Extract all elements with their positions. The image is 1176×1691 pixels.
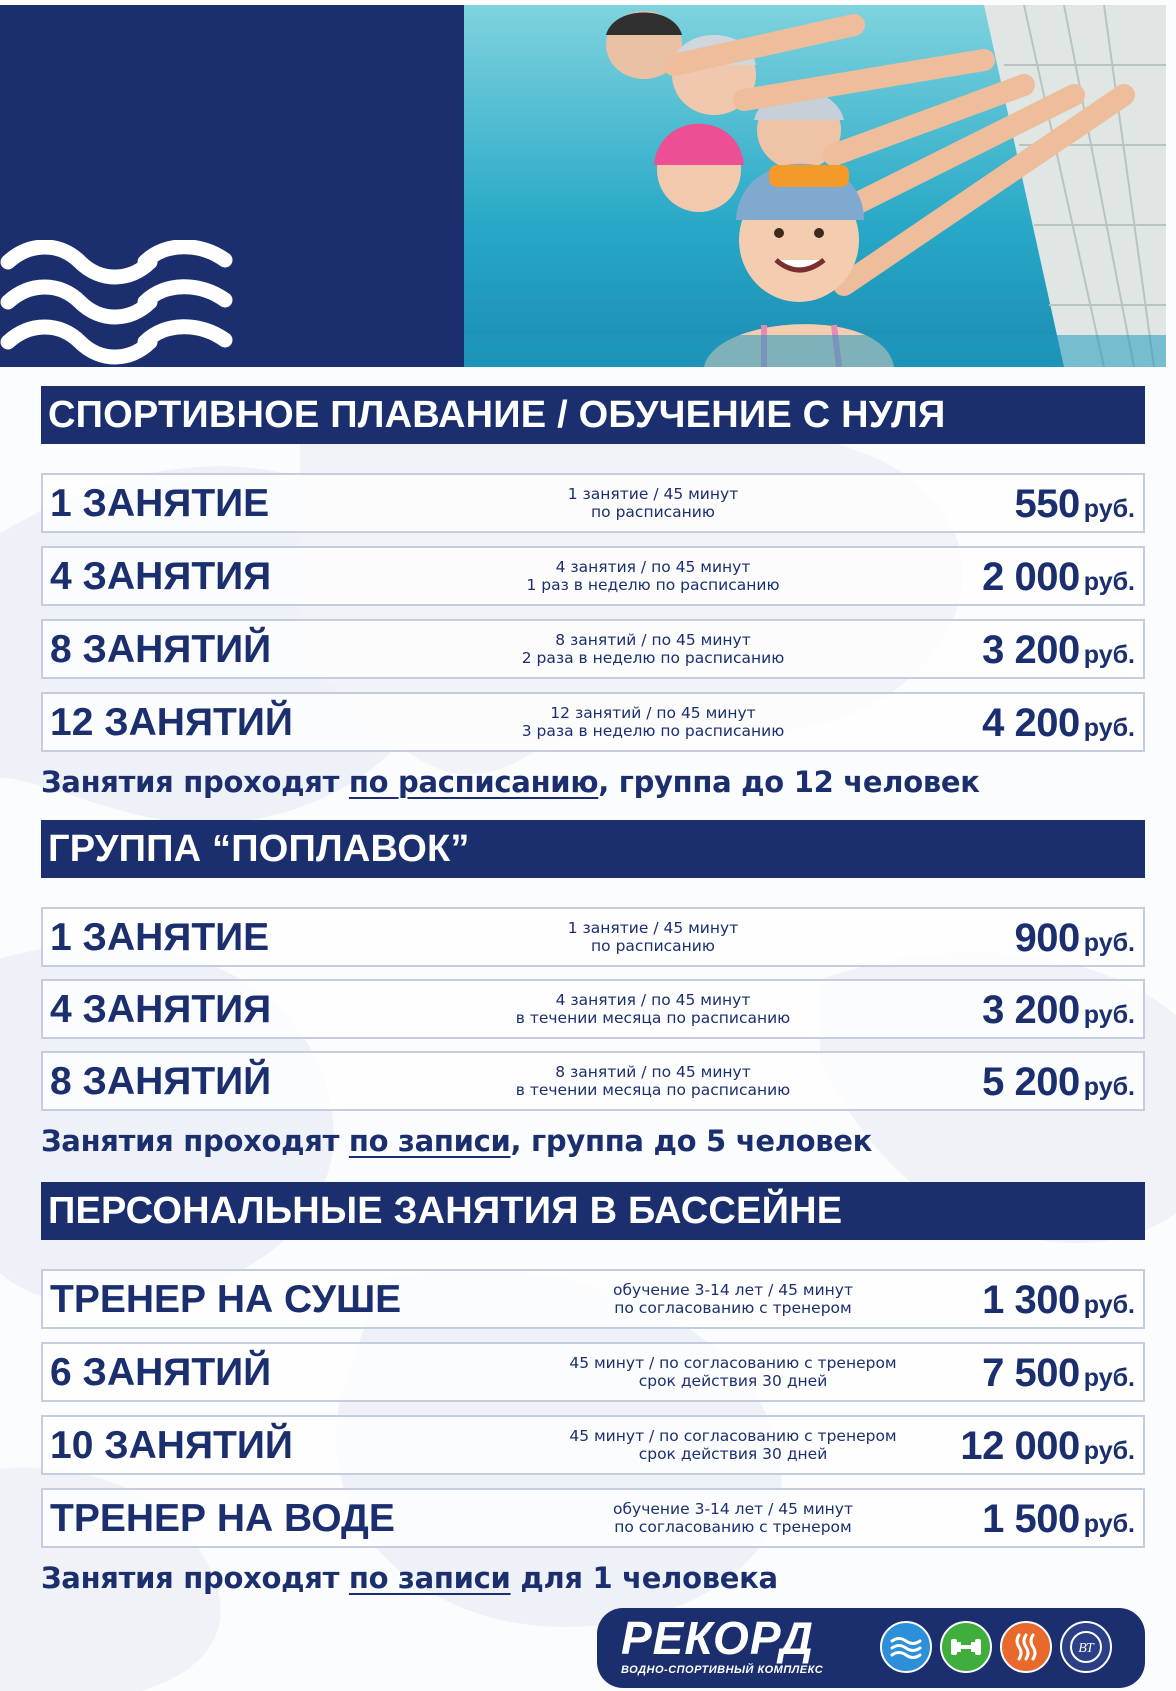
row-description: [513, 1427, 953, 1463]
note-suffix: , группа до 12 человек: [598, 765, 980, 799]
price-amount: 5 200: [982, 1060, 1080, 1104]
price-row: [41, 692, 1145, 752]
row-name: 8 ЗАНЯТИЙ: [50, 628, 272, 671]
row-description: [433, 631, 873, 667]
row-description: [433, 991, 873, 1027]
price-row: [41, 619, 1145, 679]
price-row: [41, 1269, 1145, 1329]
waves-icon: [0, 240, 240, 370]
price-amount: 1 300: [982, 1278, 1080, 1322]
waves-icon: [880, 1621, 932, 1673]
monogram-icon: [1060, 1621, 1112, 1673]
row-price: [1015, 909, 1135, 965]
note-suffix: , группа до 5 человек: [510, 1124, 873, 1158]
note-underlined: по записи: [348, 1124, 511, 1158]
price-currency: руб.: [1083, 641, 1135, 669]
row-name: 12 ЗАНЯТИЙ: [50, 701, 293, 744]
header-navy-block: [0, 5, 464, 367]
row-name: 10 ЗАНЯТИЙ: [50, 1424, 293, 1467]
logo-badge: [597, 1608, 1145, 1688]
row-description-line1: обучение 3-14 лет / 45 минут: [613, 1281, 853, 1299]
price-currency: руб.: [1083, 1510, 1135, 1538]
price-amount: 2 000: [982, 555, 1080, 599]
price-amount: 3 200: [982, 628, 1080, 672]
row-description-line1: обучение 3-14 лет / 45 минут: [613, 1500, 853, 1518]
row-description-line2: 2 раза в неделю по расписанию: [521, 649, 785, 667]
steam-icon: [1000, 1621, 1052, 1673]
price-currency: руб.: [1083, 1073, 1135, 1101]
row-price: [1015, 475, 1135, 531]
row-description-line1: 45 минут / по согласованию с тренером: [569, 1354, 897, 1372]
row-description: [433, 558, 873, 594]
row-name: 1 ЗАНЯТИЕ: [50, 916, 270, 959]
note-underlined: по записи: [348, 1561, 511, 1595]
row-description-line1: 8 занятий / по 45 минут: [555, 1063, 751, 1081]
row-description-line2: в течении месяца по расписанию: [515, 1081, 791, 1099]
section-note: [41, 1558, 778, 1598]
row-description: [513, 1354, 953, 1390]
row-description-line2: срок действия 30 дней: [638, 1372, 828, 1390]
price-row: [41, 1051, 1145, 1111]
note-prefix: Занятия проходят: [41, 1124, 349, 1158]
row-description: [433, 1063, 873, 1099]
row-description: [433, 485, 873, 521]
row-description-line2: 1 раз в неделю по расписанию: [526, 576, 780, 594]
price-amount: 1 500: [982, 1497, 1080, 1541]
row-description-line1: 45 минут / по согласованию с тренером: [569, 1427, 897, 1445]
row-description-line1: 1 занятие / 45 минут: [567, 919, 739, 937]
price-row: [41, 1415, 1145, 1475]
price-row: [41, 1342, 1145, 1402]
logo-subtitle: ВОДНО-СПОРТИВНЫЙ КОМПЛЕКС: [621, 1664, 824, 1676]
row-price: [982, 694, 1135, 750]
dumbbell-icon: [940, 1621, 992, 1673]
row-description-line1: 8 занятий / по 45 минут: [555, 631, 751, 649]
row-description-line1: 4 занятия / по 45 минут: [555, 558, 751, 576]
note-prefix: Занятия проходят: [41, 1561, 349, 1595]
row-price: [960, 1417, 1135, 1473]
row-description-line2: по расписанию: [591, 503, 715, 521]
price-currency: руб.: [1083, 1437, 1135, 1465]
price-row: [41, 546, 1145, 606]
note-suffix: для 1 человека: [510, 1561, 778, 1595]
price-currency: руб.: [1083, 714, 1135, 742]
price-row: [41, 979, 1145, 1039]
row-description-line2: 3 раза в неделю по расписанию: [521, 722, 785, 740]
price-currency: руб.: [1083, 1001, 1135, 1029]
price-currency: руб.: [1083, 1364, 1135, 1392]
row-price: [982, 981, 1135, 1037]
price-row: [41, 1488, 1145, 1548]
price-currency: руб.: [1083, 1291, 1135, 1319]
row-name: 6 ЗАНЯТИЙ: [50, 1351, 272, 1394]
row-description-line2: в течении месяца по расписанию: [515, 1009, 791, 1027]
row-description: [433, 919, 873, 955]
price-amount: 7 500: [982, 1351, 1080, 1395]
header-photo-swimmers: [464, 5, 1166, 367]
note-underlined: по расписанию: [348, 765, 599, 799]
row-description: [513, 1500, 953, 1536]
svg-text:ВТ: ВТ: [1078, 1641, 1094, 1656]
row-description-line2: по согласованию с тренером: [614, 1518, 852, 1536]
price-amount: 900: [1014, 916, 1080, 960]
row-description-line2: по согласованию с тренером: [614, 1299, 852, 1317]
row-price: [982, 1344, 1135, 1400]
row-name: 8 ЗАНЯТИЙ: [50, 1060, 272, 1103]
price-amount: 3 200: [982, 988, 1080, 1032]
swimmers-image: [464, 5, 1166, 367]
section-note: [41, 1121, 872, 1161]
row-description-line1: 1 занятие / 45 минут: [567, 485, 739, 503]
row-price: [982, 1053, 1135, 1109]
price-amount: 12 000: [960, 1424, 1080, 1468]
row-price: [982, 1490, 1135, 1546]
row-name: 1 ЗАНЯТИЕ: [50, 482, 270, 525]
row-description-line2: срок действия 30 дней: [638, 1445, 828, 1463]
row-price: [982, 548, 1135, 604]
section-note: [41, 762, 980, 802]
row-name: 4 ЗАНЯТИЯ: [50, 555, 272, 598]
price-row: [41, 473, 1145, 533]
row-description-line2: по расписанию: [591, 937, 715, 955]
section-title: ГРУППА “ПОПЛАВОК”: [41, 820, 1145, 878]
row-description-line1: 12 занятий / по 45 минут: [550, 704, 756, 722]
row-description: [433, 704, 873, 740]
note-prefix: Занятия проходят: [41, 765, 349, 799]
section-title: СПОРТИВНОЕ ПЛАВАНИЕ / ОБУЧЕНИЕ С НУЛЯ: [41, 386, 1145, 444]
row-name: 4 ЗАНЯТИЯ: [50, 988, 272, 1031]
row-description: [513, 1281, 953, 1317]
price-amount: 4 200: [982, 701, 1080, 745]
price-currency: руб.: [1083, 929, 1135, 957]
row-name: ТРЕНЕР НА ВОДЕ: [50, 1497, 395, 1540]
row-price: [982, 1271, 1135, 1327]
price-row: [41, 907, 1145, 967]
price-amount: 550: [1014, 482, 1080, 526]
row-price: [982, 621, 1135, 677]
logo-wordmark: РЕКОРД: [621, 1612, 814, 1664]
row-description-line1: 4 занятия / по 45 минут: [555, 991, 751, 1009]
price-currency: руб.: [1083, 568, 1135, 596]
section-title: ПЕРСОНАЛЬНЫЕ ЗАНЯТИЯ В БАССЕЙНЕ: [41, 1182, 1145, 1240]
row-name: ТРЕНЕР НА СУШЕ: [50, 1278, 402, 1321]
price-currency: руб.: [1083, 495, 1135, 523]
